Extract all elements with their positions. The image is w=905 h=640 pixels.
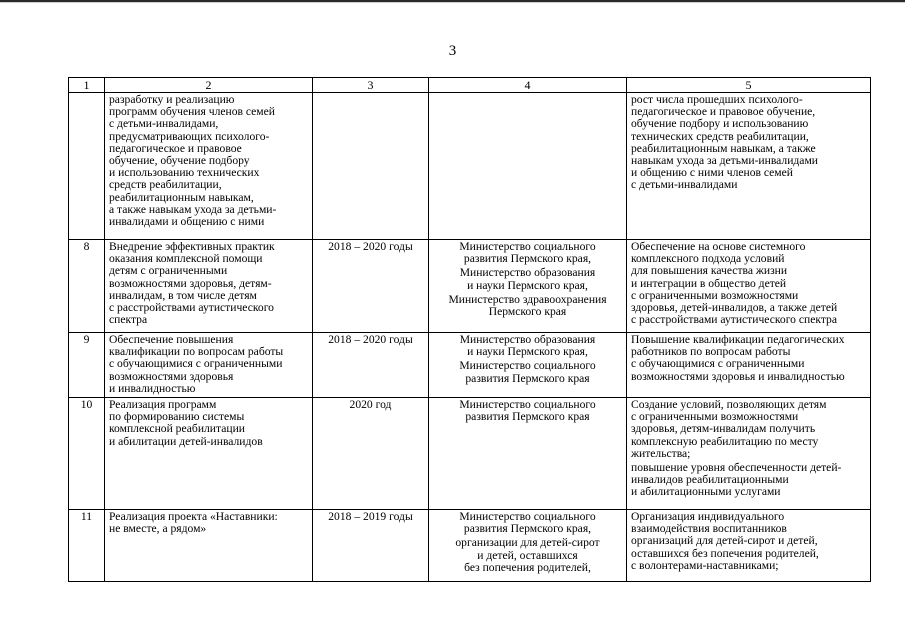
- row-number-cell: 8: [69, 240, 105, 333]
- executor-item: Министерство социального развития Пермского края,: [459, 510, 596, 536]
- results-cell: [627, 240, 871, 333]
- activity-cell: Обеспечение повышения квалификации по вопросам работы с обучающимися с ограниченными возможностями здоровья и инвалидностью: [105, 333, 313, 398]
- executor-item: Министерство социального развития Пермского края: [459, 398, 596, 424]
- activity-cell: Реализация программ по формированию системы комплексной реабилитации и абилитации детей-инвалидов: [105, 398, 313, 510]
- table-row: [69, 333, 871, 398]
- table-row: [69, 240, 871, 333]
- header-cell-2: 2: [105, 78, 313, 93]
- result-item: Обеспечение на основе системного комплексного подхода условий для повышения качества жизни и интеграции в общество детей с ограниченными возможностями здоровья, детей-инвалидов, а также детей с расстройствами аутистического спектра: [631, 240, 838, 327]
- header-cell-3: 3: [313, 78, 429, 93]
- executors-cell: [429, 333, 627, 398]
- header-cell-1: 1: [69, 78, 105, 93]
- result-item: Организация индивидуального взаимодействия воспитанников организаций для детей-сирот и детей, оставшихся без попечения родителей, с волонтерами-наставниками;: [631, 510, 819, 572]
- plan-table: [68, 77, 871, 582]
- header-cell-5: 5: [627, 78, 871, 93]
- executors-cell: [429, 240, 627, 333]
- executors-cell: [429, 398, 627, 510]
- executors-cell: [429, 93, 627, 240]
- results-cell: [627, 93, 871, 240]
- page-number: 3: [448, 43, 457, 59]
- header-cell-4: 4: [429, 78, 627, 93]
- row-number-cell: 11: [69, 510, 105, 582]
- period-cell: 2018 – 2020 годы: [313, 240, 429, 333]
- activity-cell: разработку и реализацию программ обучения членов семей с детьми-инвалидами, предусматривающих психолого- педагогическое и правовое обучение, обучение подбору и использованию технических средств реабилитации, реабилитационным навыкам, а также навыкам ухода за детьми- инвалидами и общению с ними: [105, 93, 313, 240]
- executor-item: Министерство образования и науки Пермского края,: [459, 266, 596, 292]
- period-cell: 2020 год: [313, 398, 429, 510]
- results-cell: [627, 398, 871, 510]
- period-cell: [313, 93, 429, 240]
- executors-cell: [429, 510, 627, 582]
- result-item: повышение уровня обеспеченности детей- инвалидов реабилитационными и абилитационными услугами: [631, 461, 842, 499]
- table-row: [69, 510, 871, 582]
- executor-item: Министерство здравоохранения Пермского края: [448, 292, 607, 319]
- executor-item: Министерство социального развития Пермского края: [459, 359, 596, 385]
- executor-item: организации для детей-сирот и детей, оставшихся без попечения родителей,: [455, 536, 600, 574]
- table-row: [69, 93, 871, 240]
- result-item: Повышение квалификации педагогических работников по вопросам работы с обучающимися с ограниченными возможностями здоровья и инвалидностью: [631, 333, 845, 383]
- executor-item: Министерство образования и науки Пермского края,: [459, 333, 596, 359]
- row-number-cell: [69, 93, 105, 240]
- row-number-cell: 9: [69, 333, 105, 398]
- activity-cell: Реализация проекта «Наставники: не вместе, а рядом»: [105, 510, 313, 582]
- period-cell: 2018 – 2020 годы: [313, 333, 429, 398]
- results-cell: [627, 510, 871, 582]
- period-cell: 2018 – 2019 годы: [313, 510, 429, 582]
- table-header-row: [69, 78, 871, 93]
- table-row: [69, 398, 871, 510]
- result-item: рост числа прошедших психолого- педагогическое и правовое обучение, обучение подбору и использованию технических средств реабилитации, реабилитационным навыкам, а также навыкам ухода за детьми-инвалидами и общению с ними членов семей с детьми-инвалидами: [631, 93, 818, 192]
- row-number-cell: 10: [69, 398, 105, 510]
- activity-cell: Внедрение эффективных практик оказания комплексной помощи детям с ограниченными возможностями здоровья, детям- инвалидам, в том числе детям с расстройствами аутистического спектра: [105, 240, 313, 333]
- result-item: Создание условий, позволяющих детям с ограниченными возможностями здоровья, детям-инвалидам получить комплексную реабилитацию по месту жительства;: [631, 398, 827, 460]
- top-edge-shadow: [0, 2, 905, 3]
- results-cell: [627, 333, 871, 398]
- executor-item: Министерство социального развития Пермского края,: [459, 240, 596, 266]
